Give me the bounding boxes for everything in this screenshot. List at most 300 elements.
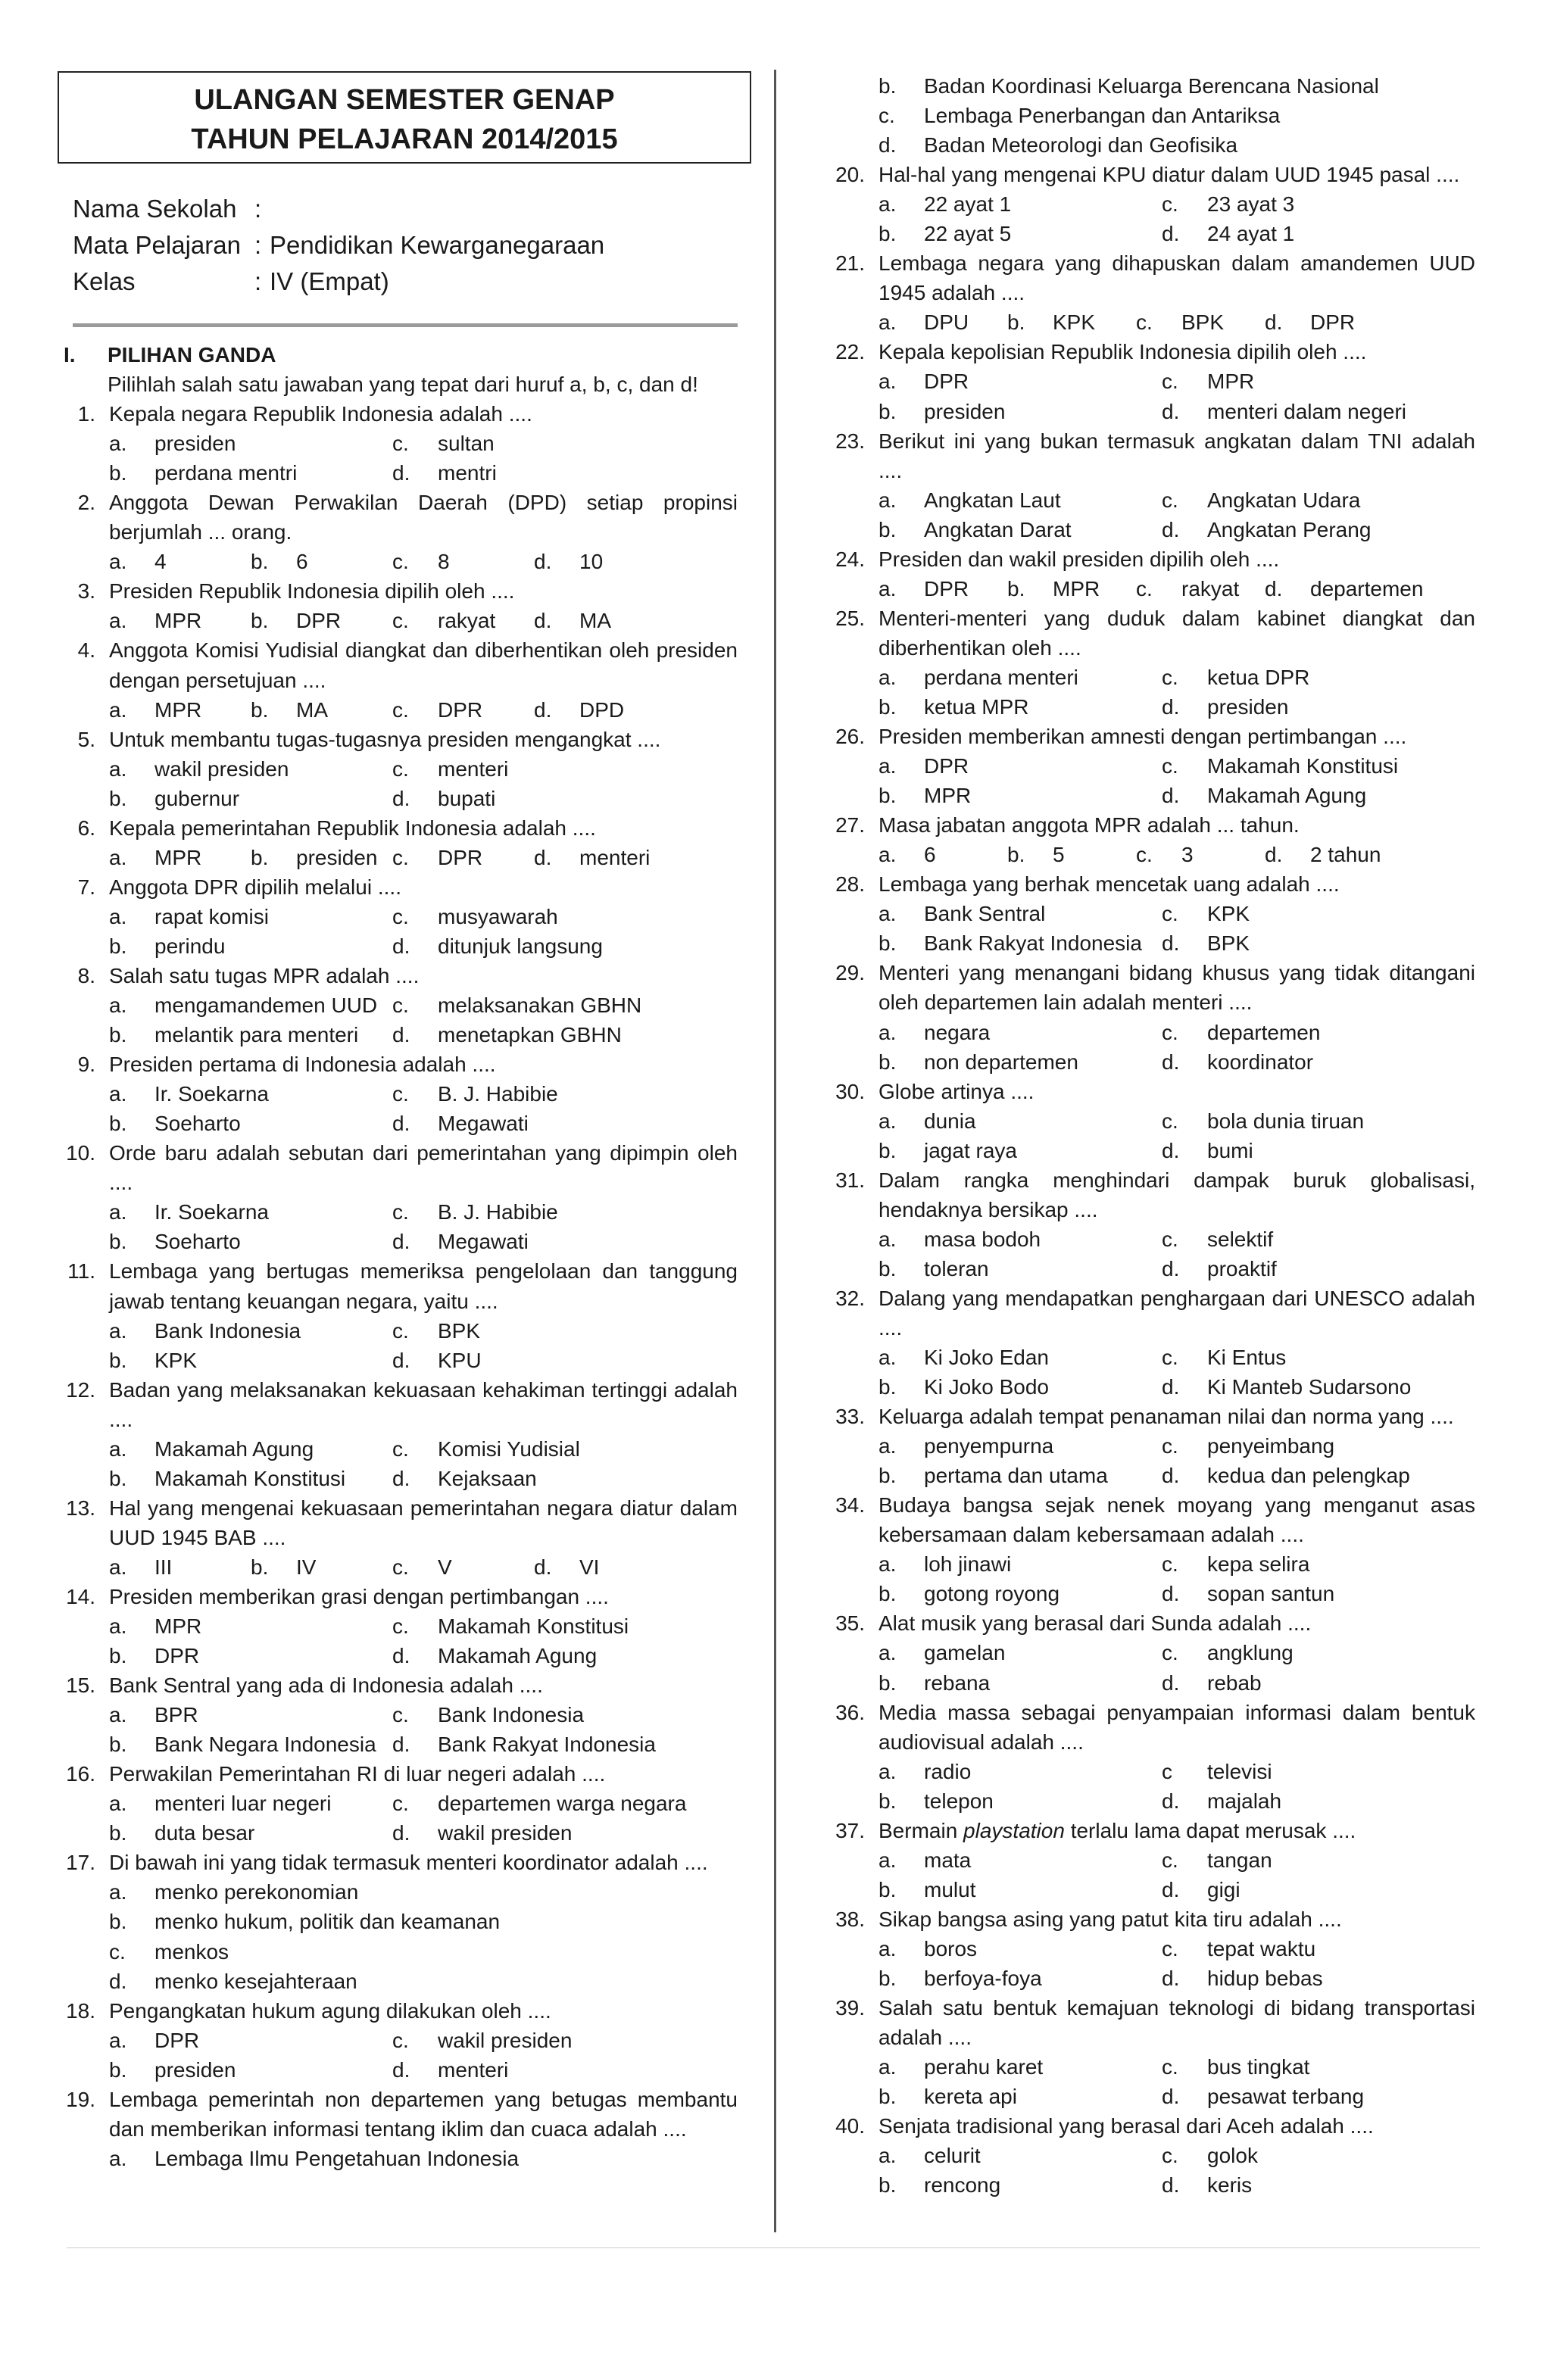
title-box [58, 71, 751, 164]
option-letter: b. [251, 550, 269, 574]
question-text: Presiden dan wakil presiden dipilih oleh .... [878, 547, 1280, 571]
option-text: tangan [1207, 1848, 1272, 1872]
option-letter: d. [1265, 310, 1283, 335]
option-text: gamelan [924, 1641, 1006, 1665]
answer-option [878, 1757, 1162, 1786]
option-text: mentri [438, 461, 497, 485]
answer-option [1162, 1431, 1334, 1461]
options-row [64, 1464, 738, 1493]
option-text: Angkatan Laut [924, 488, 1061, 512]
options-row [833, 1106, 1475, 1136]
question-number: 8. [77, 963, 95, 987]
option-text: KPU [438, 1348, 482, 1372]
option-text: wakil presiden [154, 756, 289, 781]
answer-option [392, 1611, 629, 1641]
option-letter: a. [109, 1880, 127, 1904]
question-number: 22. [835, 340, 865, 364]
options-row [833, 130, 1475, 160]
option-text: sopan santun [1207, 1582, 1335, 1606]
question-number: 6. [77, 816, 95, 840]
question-item [833, 1284, 1475, 1402]
option-letter: a. [878, 1109, 897, 1133]
option-text: DPR [154, 2028, 200, 2052]
question-row [64, 961, 738, 990]
question-item [833, 958, 1475, 1076]
question-number: 2. [77, 491, 95, 515]
question-item [64, 725, 738, 813]
option-text: Bank Indonesia [154, 1318, 301, 1343]
answer-option [878, 1254, 1162, 1284]
option-letter: b. [109, 1910, 127, 1934]
question-text: Bermain playstation terlalu lama dapat merusak .... [878, 1818, 1356, 1842]
answer-option [109, 754, 392, 784]
option-text: menteri [579, 845, 651, 869]
question-item [833, 2111, 1475, 2200]
answer-option [251, 843, 392, 872]
answer-option [1162, 1047, 1313, 1077]
question-text: Berikut ini yang bukan termasuk angkatan dalam TNI adalah .... [878, 429, 1475, 482]
answer-option [878, 928, 1162, 958]
question-row [833, 426, 1475, 485]
section-title: PILIHAN GANDA [108, 343, 276, 367]
answer-option [109, 1700, 392, 1730]
answer-option [878, 1786, 1162, 1816]
option-letter: b. [878, 1967, 897, 1990]
question-item [64, 1848, 738, 1995]
section-number: I. [64, 343, 76, 367]
option-text: Soeharto [154, 1112, 241, 1136]
answer-option [1007, 840, 1136, 869]
answer-option [878, 1461, 1162, 1490]
answer-option [109, 1464, 392, 1493]
option-text: Ki Joko Edan [924, 1346, 1049, 1370]
option-text: radio [924, 1759, 972, 1783]
options-row [64, 931, 738, 961]
question-row [64, 1138, 738, 1197]
option-letter: c. [392, 845, 409, 869]
answer-option [251, 606, 392, 635]
options-row [833, 840, 1475, 869]
answer-option [1162, 1964, 1323, 1993]
question-number: 23. [835, 429, 865, 453]
option-letter: a. [109, 1614, 127, 1639]
option-letter: b. [109, 934, 127, 958]
option-letter: a. [878, 310, 897, 335]
answer-option [878, 71, 1379, 101]
question-row [833, 2111, 1475, 2141]
answer-option [1007, 574, 1136, 604]
question-item [833, 1077, 1475, 1165]
question-text: Perwakilan Pemerintahan RI di luar negeri adalah .... [109, 1762, 606, 1786]
question-text: Media massa sebagai penyampaian informasi dalam bentuk audiovisual adalah .... [878, 1700, 1475, 1754]
option-text: bola dunia tiruan [1207, 1109, 1365, 1133]
options-row [64, 2144, 738, 2173]
question-item [833, 1698, 1475, 1816]
option-letter: a. [109, 1200, 127, 1224]
question-number: 38. [835, 1907, 865, 1931]
question-text: Anggota Dewan Perwakilan Daerah (DPD) setiap propinsi berjumlah ... orang. [109, 491, 738, 544]
option-text: Makamah Konstitusi [438, 1614, 629, 1639]
answer-option [1162, 1106, 1364, 1136]
options-row [64, 1789, 738, 1818]
options-row [64, 1611, 738, 1641]
academic-year: TAHUN PELAJARAN 2014/2015 [191, 123, 618, 155]
answer-option [1136, 307, 1265, 337]
answer-option [1162, 1579, 1334, 1608]
option-text: musyawarah [438, 904, 558, 928]
option-text: 8 [438, 550, 450, 574]
answer-option [878, 485, 1162, 515]
answer-option [1162, 2141, 1258, 2170]
option-letter: a. [878, 754, 897, 778]
answer-option [1162, 928, 1250, 958]
option-letter: c. [392, 697, 409, 722]
option-letter: a. [878, 1552, 897, 1577]
question-row [64, 1670, 738, 1700]
answer-option [1162, 1136, 1253, 1165]
question-text: Menteri yang menangani bidang khusus yang tidak ditangani oleh departemen lain adalah menteri .... [878, 961, 1475, 1015]
question-text: Hal yang mengenai kekuasaan pemerintahan negara diatur dalam UUD 1945 BAB .... [109, 1496, 738, 1549]
answer-option [878, 307, 1007, 337]
option-text: sultan [438, 432, 495, 456]
question-number: 26. [835, 725, 865, 749]
question-item [64, 1670, 738, 1759]
answer-option [392, 931, 603, 961]
option-text: departemen [1310, 576, 1424, 600]
options-row [833, 574, 1475, 604]
question-text: Orde baru adalah sebutan dari pemerintahan yang dipimpin oleh .... [109, 1141, 738, 1195]
option-text: 6 [924, 843, 936, 867]
answer-option [109, 2026, 392, 2055]
answer-option [109, 1937, 229, 1967]
answer-option [392, 2026, 572, 2055]
option-text: penyeimbang [1207, 1434, 1335, 1458]
options-row [833, 1136, 1475, 1165]
option-letter: b. [878, 931, 897, 956]
option-text: proaktif [1207, 1256, 1277, 1280]
options-row [833, 397, 1475, 426]
question-row [833, 1402, 1475, 1431]
option-letter: c. [1162, 2055, 1178, 2079]
option-text: KPK [154, 1348, 198, 1372]
answer-option [534, 547, 676, 576]
option-letter: c. [1136, 576, 1153, 600]
option-letter: d. [878, 133, 897, 158]
options-row [833, 307, 1475, 337]
option-text: BPK [1207, 931, 1250, 956]
question-item [833, 810, 1475, 869]
answer-option [1162, 1668, 1262, 1698]
question-item [64, 1759, 738, 1848]
option-text: KPK [1053, 310, 1096, 335]
question-number: 34. [835, 1493, 865, 1518]
option-text: rakyat [438, 609, 496, 633]
option-text: mulut [924, 1877, 976, 1901]
options-row [64, 1346, 738, 1375]
answer-option [251, 547, 392, 576]
question-row [64, 813, 738, 843]
option-text: departemen warga negara [438, 1792, 687, 1816]
answer-option [392, 458, 497, 488]
question-number: 9. [77, 1053, 95, 1077]
answer-option [878, 663, 1162, 692]
option-letter: c. [1162, 1109, 1178, 1133]
option-text: Lembaga Ilmu Pengetahuan Indonesia [154, 2146, 520, 2170]
options-row [64, 2055, 738, 2085]
options-row [833, 1461, 1475, 1490]
option-text: MPR [154, 1614, 202, 1639]
answer-option [1162, 1343, 1286, 1372]
answer-option [878, 130, 1237, 160]
colon: : [254, 231, 262, 259]
option-letter: d. [1162, 1050, 1180, 1074]
option-text: IV [296, 1555, 317, 1579]
option-letter: c. [1136, 843, 1153, 867]
answer-option [392, 1316, 480, 1346]
option-text: Kejaksaan [438, 1466, 537, 1490]
answer-option [109, 2144, 519, 2173]
question-row [833, 1816, 1475, 1845]
question-text: Salah satu bentuk kemajuan teknologi di bidang transportasi adalah .... [878, 1996, 1475, 2050]
option-text: menteri dalam negeri [1207, 399, 1407, 423]
option-text: gotong royong [924, 1582, 1060, 1606]
options-row [833, 663, 1475, 692]
option-letter: a. [878, 370, 897, 394]
option-text: DPU [924, 310, 969, 335]
question-row [64, 725, 738, 754]
option-letter: b. [878, 1670, 897, 1695]
option-text: hidup bebas [1207, 1967, 1323, 1990]
option-letter: a. [109, 550, 127, 574]
question-number: 4. [77, 638, 95, 663]
option-text: presiden [154, 432, 236, 456]
option-text: telepon [924, 1789, 994, 1813]
answer-option [392, 1109, 529, 1138]
options-row [833, 1757, 1475, 1786]
option-text: celurit [924, 2144, 981, 2168]
options-row [833, 1372, 1475, 1402]
option-letter: d. [1162, 694, 1180, 719]
options-row [64, 1552, 738, 1582]
options-row [64, 1434, 738, 1464]
question-number: 19. [66, 2087, 95, 2111]
question-row [833, 722, 1475, 751]
options-row [833, 899, 1475, 928]
answer-option [1265, 574, 1424, 604]
answer-option [392, 1197, 558, 1227]
option-letter: d. [392, 786, 410, 810]
option-text: penyempurna [924, 1434, 1054, 1458]
question-row [64, 576, 738, 606]
option-text: Makamah Agung [438, 1644, 598, 1668]
answer-option [1162, 1254, 1277, 1284]
options-row [833, 2082, 1475, 2111]
option-letter: b. [878, 694, 897, 719]
options-row [833, 2141, 1475, 2170]
answer-option [878, 1638, 1162, 1667]
answer-option [109, 1907, 500, 1936]
answer-option [878, 840, 1007, 869]
question-row [64, 1493, 738, 1552]
option-letter: b. [109, 461, 127, 485]
question-number: 39. [835, 1996, 865, 2020]
option-letter: a. [878, 843, 897, 867]
answer-option [1136, 574, 1265, 604]
question-number: 27. [835, 813, 865, 838]
options-row [833, 1875, 1475, 1904]
answer-option [1007, 307, 1136, 337]
option-letter: b. [878, 1877, 897, 1901]
option-letter: b. [878, 222, 897, 246]
option-text: MPR [924, 784, 972, 808]
option-letter: c. [392, 609, 409, 633]
option-text: presiden [154, 2057, 236, 2082]
options-row [64, 1641, 738, 1670]
option-letter: d. [1162, 2173, 1180, 2198]
question-text: Lembaga yang bertugas memeriksa pengelolaan dan tanggung jawab tentang keuangan negara, yaitu .... [109, 1259, 738, 1313]
options-row [833, 367, 1475, 396]
option-letter: d. [392, 1733, 410, 1757]
options-row [833, 101, 1475, 130]
option-text: 10 [579, 550, 604, 574]
option-text: presiden [296, 845, 378, 869]
option-text: 2 tahun [1310, 843, 1381, 867]
option-text: gigi [1207, 1877, 1240, 1901]
option-text: BPR [154, 1703, 198, 1727]
answer-option [1162, 899, 1250, 928]
option-letter: b. [878, 1375, 897, 1399]
option-letter: d. [534, 609, 552, 633]
option-letter: c. [878, 104, 895, 128]
option-text: Ki Entus [1207, 1346, 1287, 1370]
answer-option [1162, 1638, 1294, 1667]
question-item [64, 399, 738, 488]
option-text: MA [579, 609, 611, 633]
option-text: rakyat [1181, 576, 1240, 600]
option-text: MA [296, 697, 328, 722]
option-text: BPK [438, 1318, 481, 1343]
option-letter: c. [1162, 2144, 1178, 2168]
question-item [64, 488, 738, 576]
option-letter: a. [109, 1703, 127, 1727]
question-number: 28. [835, 872, 865, 897]
option-letter: b. [251, 697, 269, 722]
option-text: bus tingkat [1207, 2055, 1310, 2079]
option-text: jagat raya [924, 1138, 1017, 1162]
option-letter: c. [392, 1082, 409, 1106]
options-row [64, 1730, 738, 1759]
options-row [64, 606, 738, 635]
question-text: Untuk membantu tugas-tugasnya presiden mengangkat .... [109, 727, 661, 751]
exam-title: ULANGAN SEMESTER GENAP [194, 84, 615, 116]
question-row [64, 635, 738, 694]
options-row [833, 928, 1475, 958]
class-label: Kelas [73, 267, 136, 295]
answer-option [109, 1641, 392, 1670]
option-text: KPK [1207, 902, 1250, 926]
answer-option [109, 695, 251, 725]
question-text: Dalam rangka menghindari dampak buruk globalisasi, hendaknya bersikap .... [878, 1168, 1475, 1221]
answer-option [878, 1579, 1162, 1608]
answer-option [109, 2055, 392, 2085]
option-text: perdana menteri [924, 665, 1078, 689]
option-letter: b. [109, 1733, 127, 1757]
question-item [833, 604, 1475, 722]
question-row [833, 544, 1475, 574]
question-number: 40. [835, 2114, 865, 2138]
option-text: Badan Koordinasi Keluarga Berencana Nasional [924, 74, 1379, 98]
option-letter: d. [1162, 784, 1180, 808]
question-number: 7. [77, 875, 95, 899]
answer-option [392, 1818, 572, 1848]
answer-option [1162, 1875, 1240, 1904]
option-letter: d. [392, 1348, 410, 1372]
answer-option [878, 1106, 1162, 1136]
options-row [64, 1907, 738, 1936]
options-row [833, 751, 1475, 781]
answer-option [109, 1079, 392, 1109]
option-text: menko kesejahteraan [154, 1969, 357, 1993]
answer-option [1162, 1372, 1411, 1402]
answer-option [392, 1641, 597, 1670]
option-letter: d. [1162, 1464, 1180, 1488]
question-item [833, 426, 1475, 544]
answer-option [109, 429, 392, 458]
question-number: 11. [67, 1259, 95, 1284]
option-letter: a. [878, 192, 897, 217]
option-text: menteri luar negeri [154, 1792, 332, 1816]
question-row [833, 1698, 1475, 1757]
answer-option [534, 1552, 676, 1582]
subject-label: Mata Pelajaran [73, 231, 241, 259]
question-item [64, 1138, 738, 1256]
option-text: Badan Meteorologi dan Geofisika [924, 133, 1238, 158]
option-text: MPR [154, 845, 202, 869]
option-letter: c. [1162, 1552, 1178, 1577]
answer-option [251, 1552, 392, 1582]
option-letter: d. [392, 1466, 410, 1490]
answer-option [392, 1730, 656, 1759]
question-item [833, 337, 1475, 426]
question-number: 20. [835, 163, 865, 187]
option-letter: a. [109, 993, 127, 1018]
answer-option [1162, 367, 1254, 396]
option-letter: d. [1162, 399, 1180, 423]
answer-option [392, 1552, 534, 1582]
question-item [64, 872, 738, 961]
answer-option [878, 751, 1162, 781]
option-text: DPD [579, 697, 625, 722]
options-row [833, 1254, 1475, 1284]
question-row [833, 1165, 1475, 1224]
option-letter: d. [1162, 1256, 1180, 1280]
question-number: 1. [77, 402, 95, 426]
answer-option [878, 1668, 1162, 1698]
option-letter: b. [878, 74, 897, 98]
question-item [64, 813, 738, 872]
options-row [833, 1668, 1475, 1698]
subject-row [73, 227, 604, 264]
option-letter: c. [1162, 902, 1178, 926]
answer-option [878, 367, 1162, 396]
options-row [833, 1431, 1475, 1461]
option-text: DPR [1310, 310, 1356, 335]
question-number: 24. [835, 547, 865, 571]
option-text: 5 [1053, 843, 1065, 867]
question-number: 37. [835, 1818, 865, 1842]
instruction: Pilihlah salah satu jawaban yang tepat dari huruf a, b, c, dan d! [108, 373, 698, 397]
question-row [833, 604, 1475, 663]
